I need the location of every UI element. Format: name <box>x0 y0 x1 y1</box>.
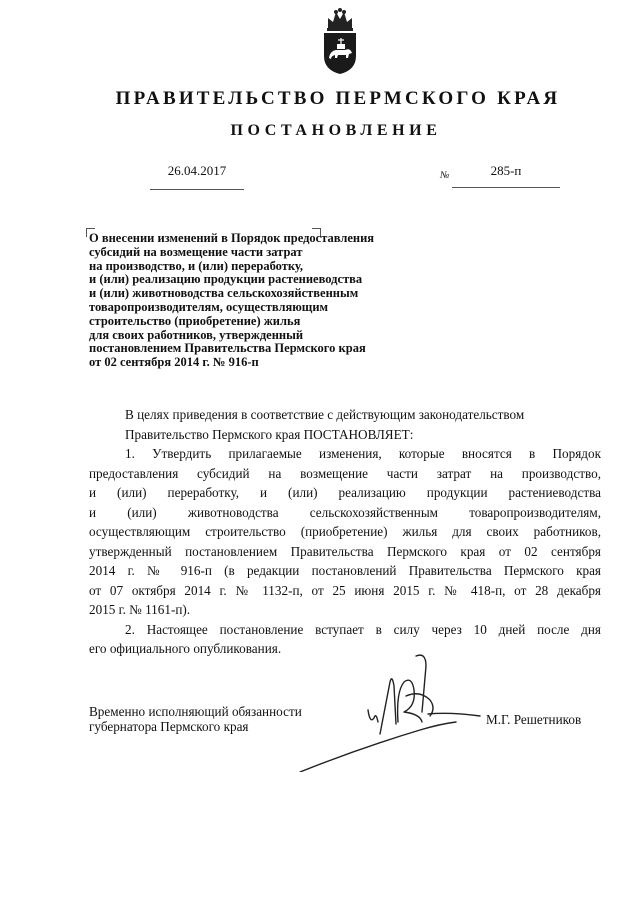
document-number: 285-п <box>452 163 560 188</box>
body-line: его официального опубликования. <box>89 641 282 656</box>
signer-title <box>89 704 302 734</box>
subject-line: для своих работников, утвержденный <box>89 327 304 342</box>
handwritten-signature <box>280 652 510 772</box>
body-line: осуществляющим строительство (приобретение) жилья для своих работников, <box>89 524 601 539</box>
subject-line: на производство, и (или) переработку, <box>89 258 304 273</box>
document-kind: ПОСТАНОВЛЕНИЕ <box>230 122 442 139</box>
body-line: 1. Утвердить прилагаемые изменения, которые вносятся в Порядок <box>125 446 601 461</box>
subject-line: и (или) реализацию продукции растениеводства <box>89 272 363 287</box>
organization-title: ПРАВИТЕЛЬСТВО ПЕРМСКОГО КРАЯ <box>115 88 561 109</box>
document-subject <box>89 232 449 370</box>
body-line: и (или) переработку, и (или) реализацию продукции растениеводства <box>89 485 601 500</box>
document-body <box>89 405 601 659</box>
body-line: предоставления субсидий на возмещение части затрат на производство, <box>89 465 601 481</box>
body-line: утвержденный постановлением Правительства Пермского края от 02 сентября <box>89 543 601 559</box>
number-sign: № <box>440 170 450 181</box>
perm-krai-coat-of-arms-icon <box>318 8 362 76</box>
signer-title-line: губернатора Пермского края <box>89 719 249 734</box>
body-line: 2014 г. № 916-п (в редакции постановлений Правительства Пермского края <box>89 563 601 578</box>
body-line: 2. Настоящее постановление вступает в силу через 10 дней после дня <box>125 621 601 637</box>
body-line: В целях приведения в соответствие с действующим законодательством <box>125 407 525 422</box>
subject-line: строительство (приобретение) жилья <box>89 313 301 328</box>
subject-line: О внесении изменений в Порядок предоставления <box>89 231 375 245</box>
subject-line: от 02 сентября 2014 г. № 916-п <box>89 355 259 370</box>
body-line: 2015 г. № 1161-п). <box>89 602 191 617</box>
signer-name: М.Г. Решетников <box>486 712 582 727</box>
document-date: 26.04.2017 <box>150 163 244 190</box>
body-line: от 07 октября 2014 г. № 1132-п, от 25 июня 2015 г. № 418-п, от 28 декабря <box>89 582 601 598</box>
subject-line: товаропроизводителям, осуществляющим <box>89 299 329 314</box>
subject-line: субсидий на возмещение части затрат <box>89 244 303 259</box>
subject-line: постановлением Правительства Пермского края <box>89 341 366 356</box>
subject-line: и (или) животноводства сельскохозяйственным <box>89 286 359 301</box>
signer-title-line: Временно исполняющий обязанности <box>89 704 302 719</box>
body-line: и (или) животноводства сельскохозяйственным товаропроизводителям, <box>89 504 601 520</box>
body-line: Правительство Пермского края ПОСТАНОВЛЯЕТ: <box>125 426 414 442</box>
